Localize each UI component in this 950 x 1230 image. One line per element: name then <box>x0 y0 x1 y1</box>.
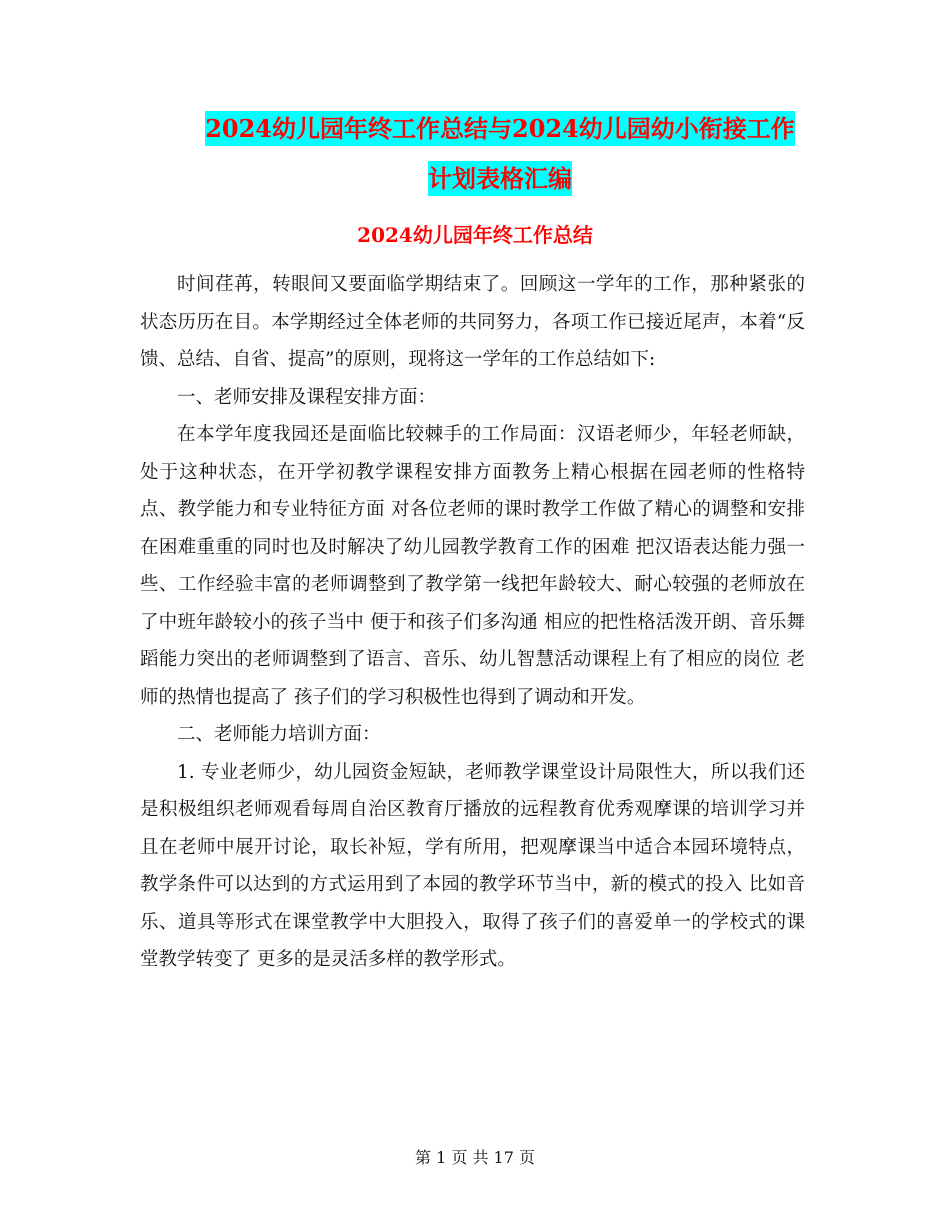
paragraph: 时间荏苒，转眼间又要面临学期结束了。回顾这一学年的工作，那种紧张的状态历历在目。本学期经过全体老师的共同努力，各项工作已接近尾声，本着“反馈、总结、自省、提高”的原则，现将这一学年的工作总结如下: <box>140 274 805 370</box>
section-title: 2024幼儿园年终工作总结 <box>357 223 593 247</box>
document-body <box>140 266 805 979</box>
paragraph: 二、老师能力培训方面： <box>177 724 381 745</box>
paragraph: 一、老师安排及课程安排方面： <box>177 386 437 408</box>
paragraph: 1. 专业老师少，幼儿园资金短缺，老师教学课堂设计局限性大，所以我们还是积极组织老师观看每周自治区教育厅播放的远程教育优秀观摩课的培训学习并且在老师中展开讨论，取长补短，学有所用，把观摩课当中适合本园环境特点，教学条件可以达到的方式运用到了本园的教学环节当中，新的模式的投入 比如音乐、道具等形式在课堂教学中大胆投入，取得了孩子们的喜爱单一的学校式的课堂教学转变了 更多的是灵活多样的教学形式。 <box>140 761 805 970</box>
title-line-1: 2024幼儿园年终工作总结与2024幼儿园幼小衔接工作 <box>205 111 795 146</box>
title-line-2: 计划表格汇编 <box>428 161 572 196</box>
document-title <box>150 104 850 204</box>
page-footer: 第 1 页 共 17 页 <box>415 1148 535 1167</box>
paragraph: 在本学年度我园还是面临比较棘手的工作局面：汉语老师少，年轻老师缺，处于这种状态，在开学初教学课程安排方面教务上精心根据在园老师的性格特点、教学能力和专业特征方面 对各位老师的课时教学工作做了精心的调整和安排 在困难重重的同时也及时解决了幼儿园教学教育工作的困难 把汉语表达能力强一些、工作经验丰富的老师调整到了教学第一线把年龄较大、耐心较强的老师放在了中班年龄较小的孩子当中 便于和孩子们多沟通 相应的把性格活泼开朗、音乐舞蹈能力突出的老师调整到了语言、音乐、幼儿智慧活动课程上有了相应的岗位 老师的热情也提高了 孩子们的学习积极性也得到了调动和开发。 <box>140 424 805 708</box>
